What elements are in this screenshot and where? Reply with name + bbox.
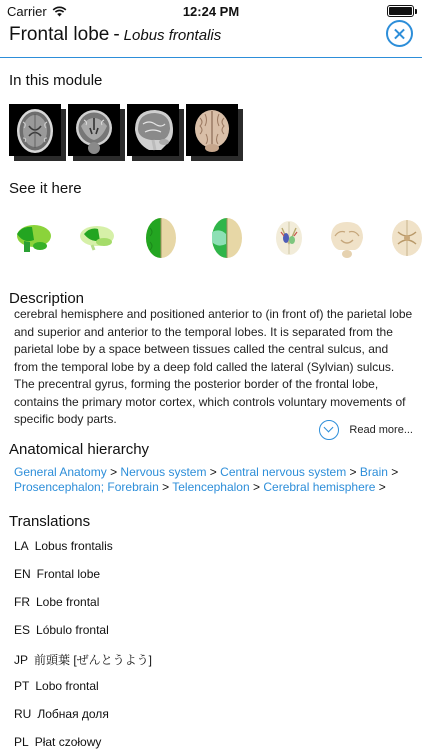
lang-code: LA — [14, 539, 29, 553]
translation-item-pt — [14, 679, 99, 693]
read-more-label: Read more... — [349, 424, 413, 436]
translation-text: Lobo frontal — [35, 679, 99, 693]
module-thumbnails — [9, 104, 240, 159]
hierarchy-separator: > — [253, 480, 261, 494]
hierarchy-link-prosencephalon[interactable]: Prosencephalon; Forebrain — [14, 480, 159, 494]
hierarchy-separator: > — [349, 465, 357, 479]
translation-item-la — [14, 539, 113, 553]
lang-code: EN — [14, 567, 31, 581]
hierarchy-separator: > — [378, 480, 386, 494]
title-text: Frontal lobe — [9, 24, 110, 45]
translations-heading: Translations — [9, 513, 91, 530]
status-time: 12:24 PM — [182, 4, 240, 19]
module-thumb-mri-sagittal[interactable] — [127, 104, 181, 159]
hierarchy-separator: > — [110, 465, 118, 479]
lang-code: PT — [14, 679, 30, 693]
lang-code: ES — [14, 623, 31, 637]
translation-text: Frontal lobe — [36, 567, 101, 581]
close-button[interactable] — [386, 20, 413, 47]
carrier-label: Carrier — [7, 4, 47, 19]
page-title — [9, 24, 221, 46]
lang-code: FR — [14, 595, 30, 609]
hierarchy-separator: > — [391, 465, 399, 479]
translation-text: Лобная доля — [37, 707, 109, 721]
lang-code: JP — [14, 653, 29, 667]
hierarchy-link-brain[interactable]: Brain — [359, 465, 388, 479]
nav-header — [0, 22, 422, 58]
description-heading: Description — [9, 290, 85, 307]
see-thumb-axial-section-2[interactable] — [385, 214, 422, 262]
hierarchy-link-central-nervous-system[interactable]: Central nervous system — [220, 465, 347, 479]
see-thumb-coronal-section[interactable] — [325, 214, 369, 262]
see-thumb-superior-view[interactable] — [136, 214, 186, 262]
see-thumb-superior-view-2[interactable] — [200, 214, 250, 262]
module-heading: In this module — [9, 72, 103, 89]
hierarchy-separator: > — [209, 465, 217, 479]
translation-item-fr — [14, 595, 99, 609]
hierarchy-separator: > — [162, 480, 170, 494]
translation-item-pl — [14, 735, 101, 749]
lang-code: PL — [14, 735, 29, 749]
translation-text: Lobus frontalis — [34, 539, 113, 553]
hierarchy-breadcrumb — [14, 465, 414, 495]
hierarchy-link-telencephalon[interactable]: Telencephalon — [172, 480, 250, 494]
translation-item-en — [14, 567, 100, 581]
lang-code: RU — [14, 707, 32, 721]
see-thumb-lateral-view-light-green[interactable] — [72, 214, 122, 262]
hierarchy-link-general-anatomy[interactable]: General Anatomy — [14, 465, 107, 479]
module-thumb-mri-axial[interactable] — [9, 104, 63, 159]
description-text: cerebral hemisphere and positioned anterior to (in front of) the parietal lobe and superior and anterior to the temporal lobes. It is separated from the parietal lobe by a space between tissues called the central sulcus, and from the temporal lobe by a deep fold called the lateral (Sylvian) sulcus. The precentral gyrus, forming the posterior border of the frontal lobe, contains the primary motor cortex, which controls voluntary movements of specific body parts. — [14, 307, 413, 426]
battery-icon — [387, 5, 414, 17]
see-it-here-heading: See it here — [9, 180, 82, 197]
see-thumb-lateral-view-green[interactable] — [8, 214, 58, 262]
translation-text: 前頭葉 [ぜんとうよう] — [34, 653, 153, 667]
hierarchy-link-cerebral-hemisphere[interactable]: Cerebral hemisphere — [263, 480, 376, 494]
read-more-button[interactable] — [319, 420, 413, 440]
translation-item-jp — [14, 651, 152, 668]
hierarchy-link-nervous-system[interactable]: Nervous system — [120, 465, 207, 479]
module-thumb-mri-coronal[interactable] — [68, 104, 122, 159]
translation-text: Lóbulo frontal — [36, 623, 109, 637]
hierarchy-heading: Anatomical hierarchy — [9, 441, 150, 458]
translation-text: Płat czołowy — [34, 735, 102, 749]
chevron-down-icon — [319, 420, 339, 440]
status-bar — [0, 0, 422, 22]
translation-item-ru — [14, 707, 109, 721]
translation-text: Lobe frontal — [36, 595, 100, 609]
title-separator: - — [113, 24, 120, 45]
see-thumb-axial-section-1[interactable] — [264, 214, 314, 262]
see-it-here-thumbnails — [0, 214, 422, 264]
translation-item-es — [14, 623, 109, 637]
title-latin: Lobus frontalis — [123, 27, 222, 44]
module-thumb-3d-brain[interactable] — [186, 104, 240, 159]
